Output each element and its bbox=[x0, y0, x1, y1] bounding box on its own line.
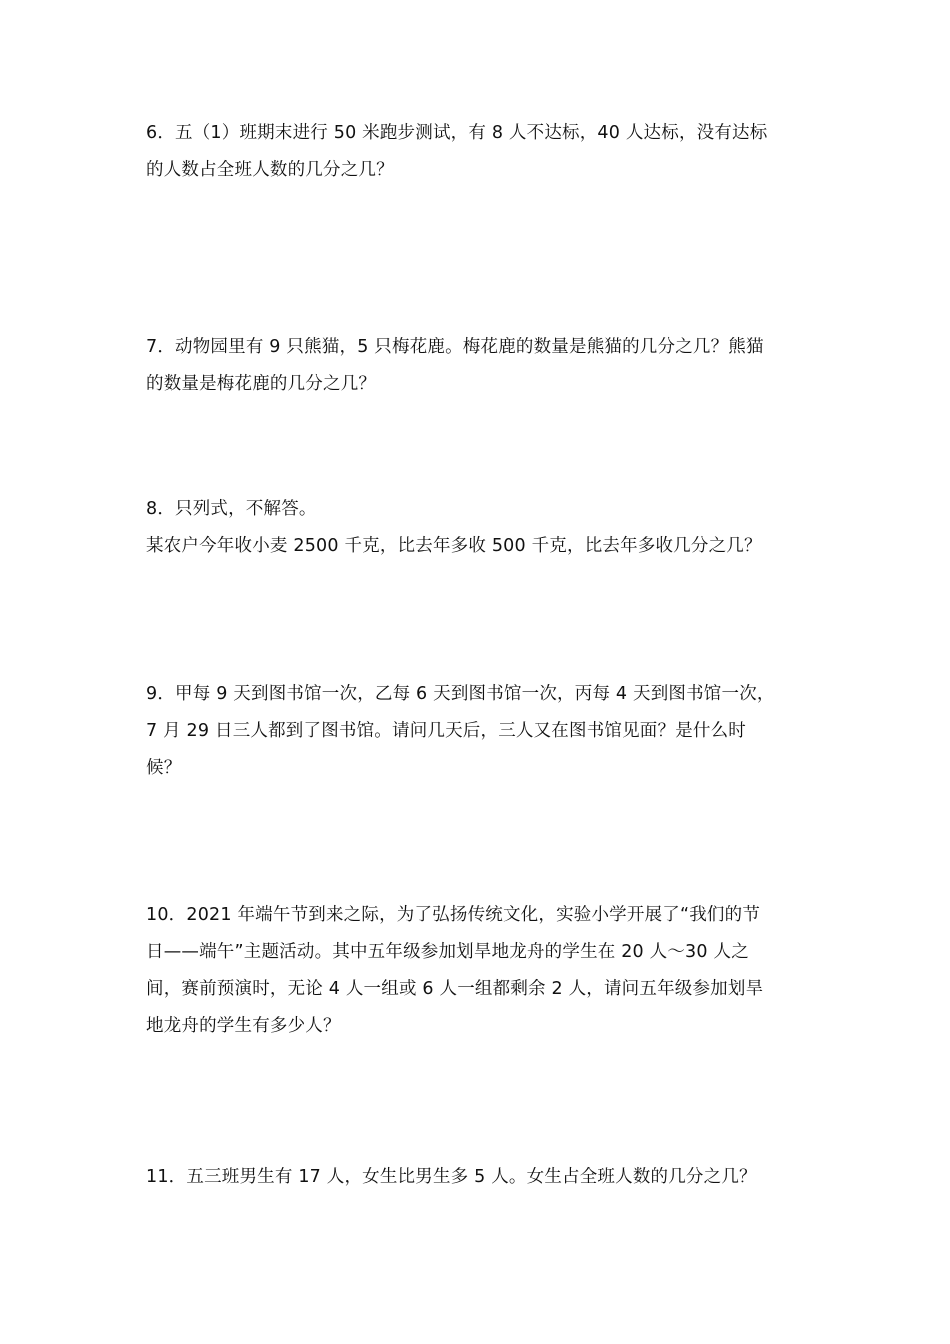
question-11-line-1: 11．五三班男生有 17 人，女生比男生多 5 人。女生占全班人数的几分之几？ bbox=[146, 1167, 757, 1187]
question-10-line-2: 日——端午”主题活动。其中五年级参加划旱地龙舟的学生在 20 人～30 人之 bbox=[146, 942, 749, 962]
question-10-line-3: 间，赛前预演时，无论 4 人一组或 6 人一组都剩余 2 人，请问五年级参加划旱 bbox=[146, 979, 764, 999]
question-8 bbox=[146, 491, 806, 565]
question-7-line-2: 的数量是梅花鹿的几分之几？ bbox=[146, 374, 377, 394]
question-7-line-1: 7．动物园里有 9 只熊猫，5 只梅花鹿。梅花鹿的数量是熊猫的几分之几？熊猫 bbox=[146, 337, 764, 357]
question-9-line-1: 9．甲每 9 天到图书馆一次，乙每 6 天到图书馆一次，丙每 4 天到图书馆一次， bbox=[146, 684, 775, 704]
question-6-line-2: 的人数占全班人数的几分之几？ bbox=[146, 160, 394, 180]
question-9-line-3: 候？ bbox=[146, 758, 182, 778]
question-7 bbox=[146, 329, 806, 403]
question-8-line-1: 8．只列式，不解答。 bbox=[146, 499, 317, 519]
question-6-line-1: 6．五（1）班期末进行 50 米跑步测试，有 8 人不达标，40 人达标，没有达标 bbox=[146, 123, 768, 143]
question-9-line-2: 7 月 29 日三人都到了图书馆。请问几天后，三人又在图书馆见面？是什么时 bbox=[146, 721, 746, 741]
question-10-line-1: 10．2021 年端午节到来之际，为了弘扬传统文化，实验小学开展了“我们的节 bbox=[146, 905, 761, 925]
question-11 bbox=[146, 1159, 806, 1196]
question-9 bbox=[146, 676, 806, 787]
question-8-line-2: 某农户今年收小麦 2500 千克，比去年多收 500 千克，比去年多收几分之几？ bbox=[146, 536, 762, 556]
question-6 bbox=[146, 115, 806, 189]
question-10 bbox=[146, 897, 806, 1045]
question-10-line-4: 地龙舟的学生有多少人？ bbox=[146, 1016, 341, 1036]
